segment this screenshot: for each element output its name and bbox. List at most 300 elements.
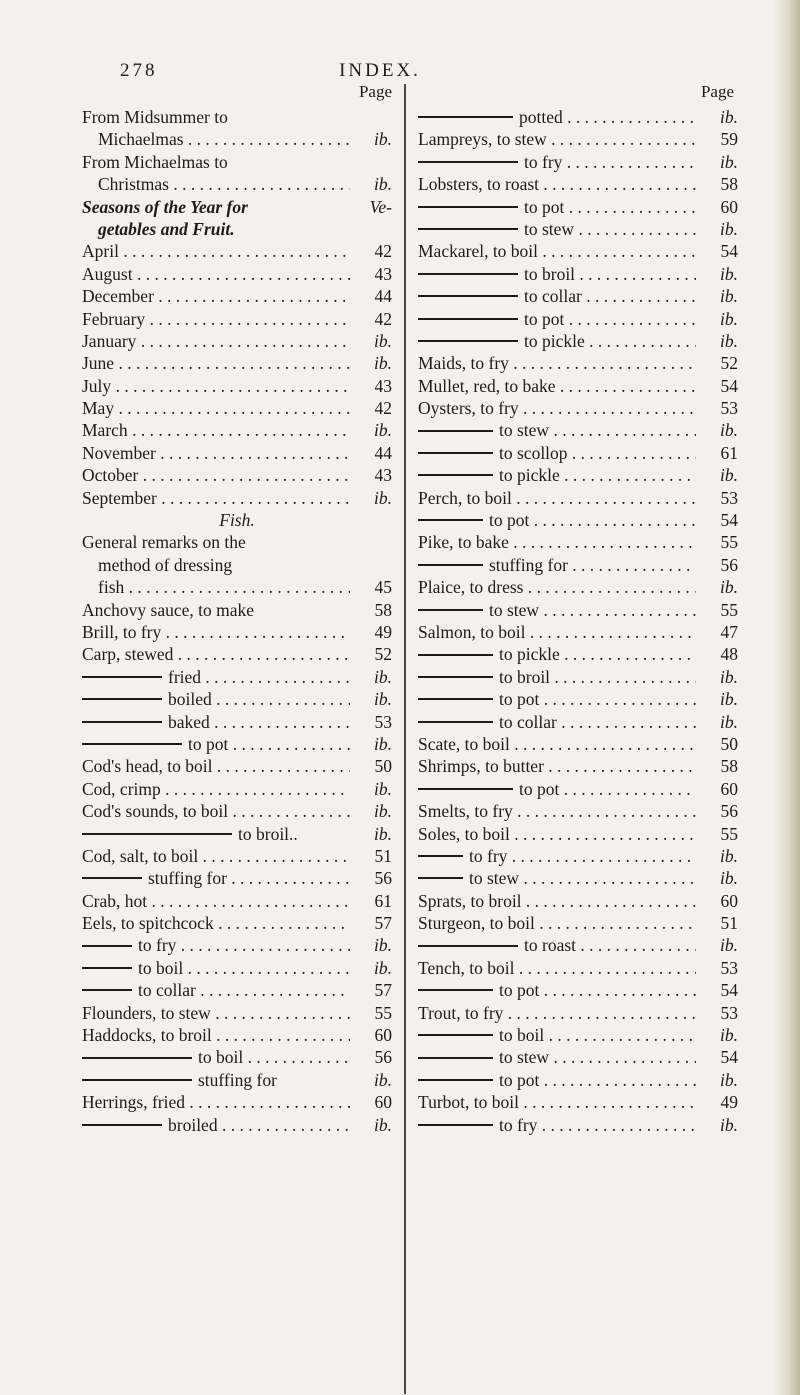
index-entry	[82, 218, 392, 240]
entry-page: 53	[720, 1002, 738, 1023]
entry-text: Trout, to fry . . .	[418, 1002, 696, 1024]
index-entry	[82, 1002, 392, 1024]
entry-page: ib.	[374, 420, 392, 441]
ditto-rule	[418, 698, 493, 700]
entry-page: 60	[720, 890, 738, 911]
index-entry	[418, 666, 738, 688]
index-entry	[418, 106, 738, 128]
entry-page: 45	[374, 577, 392, 598]
entry-text: November . . .	[82, 442, 350, 464]
entry-text: to pot . . .	[489, 509, 696, 531]
entry-text: to pot . . .	[524, 196, 696, 218]
entry-page: ib.	[720, 308, 738, 329]
ditto-rule	[82, 945, 132, 947]
entry-page: ib.	[720, 1069, 738, 1090]
ditto-rule	[418, 206, 518, 208]
entry-page: 54	[720, 241, 738, 262]
entry-text: to pot . . .	[499, 1069, 696, 1091]
entry-page: 59	[720, 129, 738, 150]
entry-text: to stew . . .	[489, 599, 696, 621]
ditto-rule	[418, 855, 463, 857]
entry-page: ib.	[720, 151, 738, 172]
ditto-rule	[82, 676, 162, 678]
ditto-rule	[418, 340, 518, 342]
entry-page: ib.	[374, 801, 392, 822]
index-entry	[82, 823, 392, 845]
index-entry	[82, 531, 392, 553]
index-entry	[418, 599, 738, 621]
entry-page: ib.	[720, 666, 738, 687]
entry-text: broiled . . .	[168, 1114, 350, 1136]
index-entry	[418, 979, 738, 1001]
index-entry	[82, 867, 392, 889]
entry-text: stuffing for	[198, 1069, 277, 1090]
ditto-rule	[418, 318, 518, 320]
entry-text: Fish.	[219, 510, 255, 531]
index-entry	[418, 375, 738, 397]
ditto-rule	[418, 519, 483, 521]
ditto-rule	[418, 474, 493, 476]
ditto-rule	[418, 430, 493, 432]
entry-text: January . . .	[82, 330, 350, 352]
entry-page: ib.	[374, 733, 392, 754]
index-entry	[418, 308, 738, 330]
entry-page: 54	[720, 510, 738, 531]
entry-page: ib.	[720, 465, 738, 486]
entry-text: September . . .	[82, 487, 350, 509]
index-entry	[418, 509, 738, 531]
index-entry	[418, 196, 738, 218]
entry-text: Turbot, to boil . . .	[418, 1091, 696, 1113]
ditto-rule	[82, 698, 162, 700]
index-entry	[82, 934, 392, 956]
entry-text: From Michaelmas to	[82, 151, 228, 172]
entry-text: Crab, hot . . .	[82, 890, 350, 912]
entry-text: to boil . . .	[138, 957, 350, 979]
index-entry	[82, 755, 392, 777]
entry-page: 52	[374, 644, 392, 665]
entry-page: 43	[374, 465, 392, 486]
entry-text: baked . . .	[168, 711, 350, 733]
index-entry	[82, 442, 392, 464]
entry-text: December . . .	[82, 285, 350, 307]
entry-text: Haddocks, to broil . . .	[82, 1024, 350, 1046]
entry-page: ib.	[720, 218, 738, 239]
index-entry	[82, 800, 392, 822]
column-divider	[404, 84, 406, 1394]
entry-text: to pot . . .	[524, 308, 696, 330]
ditto-rule	[418, 1057, 493, 1059]
entry-text: to pot . . .	[519, 778, 696, 800]
index-entry	[82, 912, 392, 934]
index-entry	[82, 464, 392, 486]
entry-text: to broil..	[238, 823, 298, 844]
page-number: 278	[120, 60, 158, 81]
entry-text: Sprats, to broil . . .	[418, 890, 696, 912]
index-entries-left	[82, 106, 392, 1136]
index-entry	[82, 733, 392, 755]
ditto-rule	[82, 743, 182, 745]
index-entry	[82, 554, 392, 576]
entry-page: 58	[720, 756, 738, 777]
index-entry	[418, 688, 738, 710]
ditto-rule	[418, 989, 493, 991]
entry-text: Oysters, to fry . . .	[418, 397, 696, 419]
entry-text: to roast . . .	[524, 934, 696, 956]
entry-page: 50	[374, 756, 392, 777]
index-entry	[418, 621, 738, 643]
index-entry	[82, 1024, 392, 1046]
index-entry	[82, 1046, 392, 1068]
entry-text: Seasons of the Year for	[82, 196, 248, 217]
index-entry	[418, 576, 738, 598]
entry-page: ib.	[720, 845, 738, 866]
ditto-rule	[418, 1079, 493, 1081]
index-entry	[418, 128, 738, 150]
ditto-rule	[82, 877, 142, 879]
ditto-rule	[82, 1124, 162, 1126]
index-entry	[82, 1114, 392, 1136]
index-entry	[418, 285, 738, 307]
entry-text: to stew . . .	[499, 1046, 696, 1068]
entry-page: 53	[720, 398, 738, 419]
index-entry	[418, 487, 738, 509]
index-entry	[418, 890, 738, 912]
entry-text: to pot . . .	[499, 979, 696, 1001]
index-entry	[82, 419, 392, 441]
index-entry	[82, 1091, 392, 1113]
entry-text: May . . .	[82, 397, 350, 419]
entry-page: 42	[374, 398, 392, 419]
ditto-rule	[418, 273, 518, 275]
index-entry	[82, 196, 392, 218]
entry-page: ib.	[720, 711, 738, 732]
ditto-rule	[418, 452, 493, 454]
ditto-rule	[418, 295, 518, 297]
entry-text: General remarks on the	[82, 532, 246, 553]
index-entry	[418, 1002, 738, 1024]
index-entry	[418, 218, 738, 240]
index-entry	[418, 845, 738, 867]
entry-text: potted . . .	[519, 106, 696, 128]
entry-text: Carp, stewed . . .	[82, 643, 350, 665]
entry-text: to fry . . .	[524, 151, 696, 173]
index-entry	[418, 263, 738, 285]
entry-page: 58	[374, 599, 392, 620]
index-entry	[82, 666, 392, 688]
entry-page: 60	[720, 778, 738, 799]
entry-text: Lampreys, to stew . . .	[418, 128, 696, 150]
entry-page: 49	[720, 1092, 738, 1113]
entry-page: 56	[720, 554, 738, 575]
entry-page: ib.	[720, 286, 738, 307]
index-entry	[418, 778, 738, 800]
entry-text: boiled . . .	[168, 688, 350, 710]
ditto-rule	[418, 564, 483, 566]
entry-text: Lobsters, to roast . . .	[418, 173, 696, 195]
ditto-rule	[82, 1079, 192, 1081]
entry-text: February . . .	[82, 308, 350, 330]
entry-page: 61	[374, 890, 392, 911]
entry-page: 53	[720, 957, 738, 978]
entry-page: ib.	[720, 577, 738, 598]
index-entry	[418, 800, 738, 822]
entry-text: to boil . . .	[198, 1046, 350, 1068]
index-entry	[418, 867, 738, 889]
entry-page: 43	[374, 263, 392, 284]
entry-page: 60	[374, 1025, 392, 1046]
index-entry	[418, 352, 738, 374]
entry-page: 44	[374, 286, 392, 307]
ditto-rule	[418, 1034, 493, 1036]
index-entry	[82, 352, 392, 374]
entry-page: 61	[720, 442, 738, 463]
entry-page: ib.	[374, 935, 392, 956]
entry-page: ib.	[374, 487, 392, 508]
entry-text: fish . . .	[82, 576, 350, 598]
entry-text: Salmon, to boil . . .	[418, 621, 696, 643]
entry-page: ib.	[720, 689, 738, 710]
entry-text: Michaelmas . . .	[82, 128, 350, 150]
entry-text: Sturgeon, to boil . . .	[418, 912, 696, 934]
entry-text: Tench, to boil . . .	[418, 957, 696, 979]
entry-text: to stew . . .	[499, 419, 696, 441]
entry-page: 55	[720, 599, 738, 620]
entry-text: October . . .	[82, 464, 350, 486]
entry-text: to boil . . .	[499, 1024, 696, 1046]
entry-page: ib.	[720, 1025, 738, 1046]
index-entry	[82, 173, 392, 195]
entry-page: 54	[720, 980, 738, 1001]
entry-text: to pickle . . .	[524, 330, 696, 352]
entry-page: 55	[720, 823, 738, 844]
entry-page: 56	[374, 868, 392, 889]
page-edge-shadow	[774, 0, 800, 1395]
index-entry	[82, 845, 392, 867]
entry-text: to fry . . .	[138, 934, 350, 956]
index-entry	[82, 308, 392, 330]
index-entry	[82, 285, 392, 307]
entry-text: to stew . . .	[524, 218, 696, 240]
index-entry	[82, 128, 392, 150]
entry-page: ib.	[374, 353, 392, 374]
entry-text: stuffing for . . .	[148, 867, 350, 889]
index-entry	[418, 464, 738, 486]
index-entry	[82, 621, 392, 643]
index-entry	[82, 240, 392, 262]
entry-page: Ve-	[369, 196, 392, 217]
index-entry	[82, 599, 392, 621]
entry-page: 44	[374, 442, 392, 463]
entry-text: Pike, to bake . . .	[418, 531, 696, 553]
entry-text: Cod's sounds, to boil . . .	[82, 800, 350, 822]
index-entry	[82, 151, 392, 173]
entry-page: ib.	[374, 330, 392, 351]
entry-text: to stew . . .	[469, 867, 696, 889]
entry-text: to pickle . . .	[499, 643, 696, 665]
entry-text: Smelts, to fry . . .	[418, 800, 696, 822]
entry-text: to collar . . .	[524, 285, 696, 307]
entry-page: ib.	[720, 1114, 738, 1135]
ditto-rule	[418, 721, 493, 723]
ditto-rule	[418, 228, 518, 230]
entry-text: Brill, to fry . . .	[82, 621, 350, 643]
entry-text: Mullet, red, to bake . . .	[418, 375, 696, 397]
entry-text: getables and Fruit.	[98, 218, 235, 239]
entry-text: March . . .	[82, 419, 350, 441]
page-column-label: Page	[700, 82, 734, 101]
index-entry	[418, 823, 738, 845]
index-entry	[418, 1024, 738, 1046]
ditto-rule	[82, 967, 132, 969]
index-entry	[82, 487, 392, 509]
index-entry	[418, 419, 738, 441]
entry-text: July . . .	[82, 375, 350, 397]
index-entry	[82, 1069, 392, 1091]
ditto-rule	[418, 676, 493, 678]
index-entry	[82, 643, 392, 665]
index-entry	[82, 397, 392, 419]
ditto-rule	[418, 945, 518, 947]
index-entry	[418, 330, 738, 352]
index-entry	[418, 240, 738, 262]
index-entry	[418, 957, 738, 979]
entry-page: ib.	[720, 935, 738, 956]
entry-page: ib.	[720, 263, 738, 284]
index-entry	[82, 375, 392, 397]
index-entry	[82, 890, 392, 912]
ditto-rule	[82, 833, 232, 835]
entry-text: method of dressing	[98, 554, 233, 575]
index-column-right	[418, 82, 738, 1136]
entry-page: 55	[374, 1002, 392, 1023]
index-entry	[82, 509, 392, 531]
entry-text: to pickle . . .	[499, 464, 696, 486]
entry-text: August . . .	[82, 263, 350, 285]
ditto-rule	[418, 609, 483, 611]
entry-page: ib.	[720, 868, 738, 889]
index-entry	[82, 979, 392, 1001]
page-title: INDEX.	[339, 60, 421, 81]
entry-page: 49	[374, 621, 392, 642]
entry-page: ib.	[374, 666, 392, 687]
entry-page: ib.	[720, 330, 738, 351]
index-entry	[82, 330, 392, 352]
entry-page: 54	[720, 375, 738, 396]
entry-text: to fry . . .	[499, 1114, 696, 1136]
index-entry	[418, 531, 738, 553]
ditto-rule	[418, 1124, 493, 1126]
entry-text: Eels, to spitchcock . . .	[82, 912, 350, 934]
entry-text: Anchovy sauce, to make	[82, 599, 255, 620]
entry-text: Herrings, fried . . .	[82, 1091, 350, 1113]
entry-text: to scollop . . .	[499, 442, 696, 464]
entry-page: 53	[720, 487, 738, 508]
entry-page: ib.	[374, 129, 392, 150]
entry-page: 56	[720, 801, 738, 822]
entry-page: ib.	[374, 1069, 392, 1090]
entry-page: ib.	[374, 174, 392, 195]
entry-page: 58	[720, 174, 738, 195]
ditto-rule	[418, 788, 513, 790]
ditto-rule	[82, 989, 132, 991]
index-column-left	[82, 82, 392, 1136]
index-entry	[418, 755, 738, 777]
entry-text: Christmas . . .	[82, 173, 350, 195]
entry-page: ib.	[374, 689, 392, 710]
entry-text: Cod, crimp . . .	[82, 778, 350, 800]
index-entry	[82, 576, 392, 598]
entry-text: to pot . . .	[188, 733, 350, 755]
entry-text: to pot . . .	[499, 688, 696, 710]
entry-page: ib.	[720, 107, 738, 127]
index-entry	[418, 711, 738, 733]
index-entry	[418, 1069, 738, 1091]
entry-page: 42	[374, 241, 392, 262]
entry-page: 60	[374, 1092, 392, 1113]
index-entry	[418, 1114, 738, 1136]
entry-page: 57	[374, 913, 392, 934]
index-entry	[82, 711, 392, 733]
index-entry	[418, 934, 738, 956]
entry-text: to collar . . .	[499, 711, 696, 733]
entry-text: to broil . . .	[524, 263, 696, 285]
entry-page: 52	[720, 353, 738, 374]
entry-text: June . . .	[82, 352, 350, 374]
entry-page: 55	[720, 532, 738, 553]
entry-text: Cod, salt, to boil . . .	[82, 845, 350, 867]
page-column-label: Page	[358, 82, 392, 101]
ditto-rule	[418, 877, 463, 879]
index-entry	[418, 733, 738, 755]
entry-text: Shrimps, to butter . . .	[418, 755, 696, 777]
ditto-rule	[82, 1057, 192, 1059]
ditto-rule	[418, 161, 518, 163]
entry-text: to collar . . .	[138, 979, 350, 1001]
index-entry	[418, 1046, 738, 1068]
entry-text: stuffing for . . .	[489, 554, 696, 576]
entry-text: From Midsummer to	[82, 107, 228, 127]
entry-page: 51	[374, 845, 392, 866]
entry-text: Maids, to fry . . .	[418, 352, 696, 374]
index-entry	[82, 778, 392, 800]
entry-page: 60	[720, 196, 738, 217]
entry-text: Cod's head, to boil . . .	[82, 755, 350, 777]
entry-page: ib.	[374, 1114, 392, 1135]
index-entry	[418, 643, 738, 665]
entry-text: Plaice, to dress . . .	[418, 576, 696, 598]
index-entry	[418, 912, 738, 934]
index-entry	[82, 688, 392, 710]
entry-page: ib.	[720, 420, 738, 441]
entry-text: fried . . .	[168, 666, 350, 688]
entry-text: April . . .	[82, 240, 350, 262]
index-entries-right	[418, 106, 738, 1136]
entry-page: 53	[374, 711, 392, 732]
entry-page: 57	[374, 980, 392, 1001]
entry-page: 51	[720, 913, 738, 934]
entry-page: ib.	[374, 778, 392, 799]
ditto-rule	[418, 116, 513, 118]
entry-text: Mackarel, to boil . . .	[418, 240, 696, 262]
index-entry	[418, 397, 738, 419]
entry-text: Perch, to boil . . .	[418, 487, 696, 509]
entry-page: 54	[720, 1047, 738, 1068]
index-entry	[418, 173, 738, 195]
entry-text: Scate, to boil . . .	[418, 733, 696, 755]
entry-text: to fry . . .	[469, 845, 696, 867]
entry-text: to broil . . .	[499, 666, 696, 688]
